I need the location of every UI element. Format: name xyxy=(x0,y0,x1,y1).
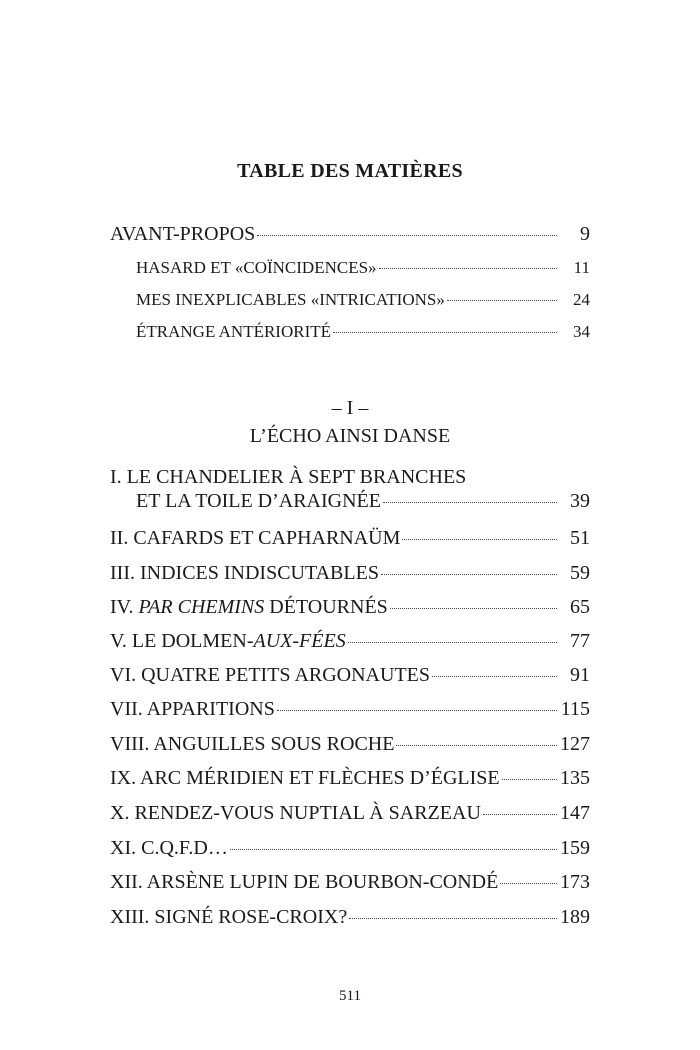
dot-leader xyxy=(396,745,557,746)
toc-entry-label: X. RENDEZ-VOUS NUPTIAL À SARZEAU xyxy=(110,802,481,824)
toc-entry-chapter-2[interactable] xyxy=(110,526,590,550)
toc-entry-page: 115 xyxy=(560,698,590,720)
dot-leader xyxy=(230,849,557,850)
dot-leader xyxy=(390,608,557,609)
toc-entry-label: IX. ARC MÉRIDIEN ET FLÈCHES D’ÉGLISE xyxy=(110,767,500,789)
toc-entry-label: XII. ARSÈNE LUPIN DE BOURBON-CONDÉ xyxy=(110,871,499,893)
toc-entry-label: XI. C.Q.F.D… xyxy=(110,837,228,859)
toc-entry-page: 34 xyxy=(573,322,590,341)
part-title: L’ÉCHO AINSI DANSE xyxy=(249,425,451,447)
dot-leader xyxy=(483,814,557,815)
toc-entry-label: ET LA TOILE D’ARAIGNÉE xyxy=(136,490,381,512)
toc-entry-label xyxy=(110,595,388,619)
toc-entry-page: 91 xyxy=(570,664,590,686)
toc-entry-label: ÉTRANGE ANTÉRIORITÉ xyxy=(136,322,332,341)
toc-entry-page: 77 xyxy=(570,630,590,652)
dot-leader xyxy=(500,883,557,884)
toc-entry-label: XIII. SIGNÉ ROSE-CROIX? xyxy=(110,906,348,928)
toc-entry-page: 127 xyxy=(560,733,590,755)
toc-entry-page: 135 xyxy=(560,767,590,789)
dot-leader xyxy=(502,779,557,780)
toc-entry-label: III. INDICES INDISCUTABLES xyxy=(110,562,379,584)
toc-entry-label: I. LE CHANDELIER À SEPT BRANCHES xyxy=(110,466,467,488)
toc-entry-label xyxy=(110,629,346,653)
page-title: TABLE DES MATIÈRES xyxy=(237,160,463,182)
toc-entry-intrications[interactable] xyxy=(110,288,590,312)
toc-entry-chapter-1[interactable] xyxy=(110,465,590,513)
toc-entry-label: VIII. ANGUILLES SOUS ROCHE xyxy=(110,733,395,755)
toc-entry-page: 65 xyxy=(570,596,590,618)
toc-entry-chapter-3[interactable] xyxy=(110,561,590,585)
part-number: – I – xyxy=(331,397,369,419)
dot-leader xyxy=(432,676,557,677)
toc-entry-chapter-9[interactable] xyxy=(110,766,590,790)
page-number: 511 xyxy=(339,988,361,1004)
dot-leader xyxy=(349,918,557,919)
label-suffix: DÉTOURNÉS xyxy=(264,596,388,618)
toc-entry-hasard[interactable] xyxy=(110,256,590,280)
toc-entry-page: 11 xyxy=(573,258,590,277)
dot-leader xyxy=(333,332,557,333)
toc-entry-chapter-12[interactable] xyxy=(110,870,590,894)
toc-entry-page: 173 xyxy=(560,871,590,893)
toc-entry-label: VI. QUATRE PETITS ARGONAUTES xyxy=(110,664,430,686)
toc-entry-continuation xyxy=(110,489,590,513)
label-italic: PAR CHEMINS xyxy=(138,596,265,618)
dot-leader xyxy=(257,235,557,236)
toc-entry-page: 51 xyxy=(570,527,590,549)
toc-entry-chapter-4[interactable] xyxy=(110,595,590,619)
toc-entry-chapter-6[interactable] xyxy=(110,663,590,687)
dot-leader xyxy=(277,710,557,711)
dot-leader xyxy=(348,642,557,643)
toc-entry-label: AVANT-PROPOS xyxy=(110,223,256,245)
toc-entry-avant-propos[interactable] xyxy=(110,222,590,246)
toc-entry-label: VII. APPARITIONS xyxy=(110,698,275,720)
toc-entry-chapter-7[interactable] xyxy=(110,697,590,721)
toc-entry-label: HASARD ET «COÏNCIDENCES» xyxy=(136,258,377,277)
toc-entry-page: 39 xyxy=(570,490,590,512)
toc-entry-chapter-5[interactable] xyxy=(110,629,590,653)
toc-entry-chapter-8[interactable] xyxy=(110,732,590,756)
toc-entry-chapter-13[interactable] xyxy=(110,905,590,929)
toc-entry-chapter-11[interactable] xyxy=(110,836,590,860)
toc-entry-page: 9 xyxy=(580,223,590,245)
dot-leader xyxy=(381,574,557,575)
toc-entry-page: 24 xyxy=(573,290,590,309)
dot-leader xyxy=(402,539,557,540)
toc-entry-page: 189 xyxy=(560,906,590,928)
label-italic: AUX-FÉES xyxy=(253,630,346,652)
toc-entry-page: 159 xyxy=(560,837,590,859)
toc-entry-anteriorite[interactable] xyxy=(110,320,590,344)
dot-leader xyxy=(379,268,557,269)
toc-entry-label: II. CAFARDS ET CAPHARNAÜM xyxy=(110,527,401,549)
dot-leader xyxy=(383,502,557,503)
toc-entry-page: 59 xyxy=(570,562,590,584)
toc-entry-label: MES INEXPLICABLES «INTRICATIONS» xyxy=(136,290,445,309)
toc-entry-page: 147 xyxy=(560,802,590,824)
label-prefix: IV. xyxy=(110,596,139,618)
label-prefix: V. LE DOLMEN- xyxy=(110,630,254,652)
toc-entry-chapter-10[interactable] xyxy=(110,801,590,825)
dot-leader xyxy=(447,300,557,301)
